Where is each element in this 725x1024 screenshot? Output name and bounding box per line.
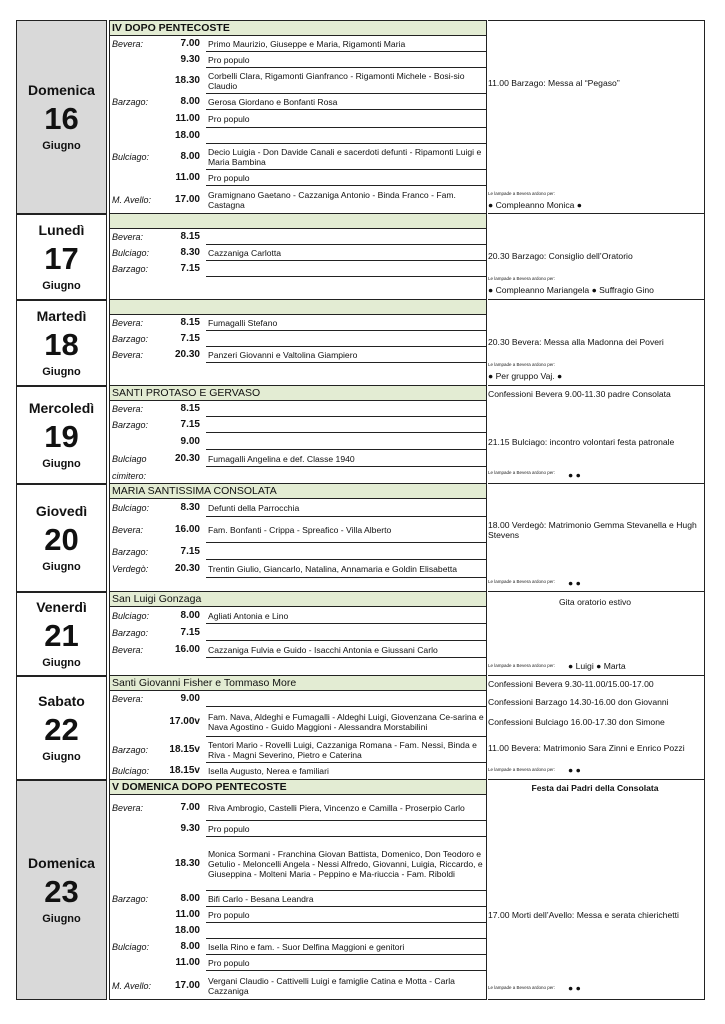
- mass-intention: Panzeri Giovanni e Valtolina Giampiero: [208, 350, 358, 360]
- lamp-caption: Le lampade a Bevera ardono per:: [488, 579, 556, 584]
- mass-row: [110, 36, 486, 52]
- weekday: Martedì: [36, 307, 87, 324]
- mass-time: 7.15: [180, 419, 200, 430]
- mass-place: M. Avello:: [112, 980, 152, 991]
- day-number: 19: [44, 418, 79, 454]
- date-cell: [16, 592, 107, 676]
- event-text: 20.30 Barzago: Consiglio dell’Oratorio: [488, 251, 633, 261]
- weekday: Mercoledì: [28, 399, 95, 416]
- lamp-list: ● ●: [568, 983, 581, 993]
- mass-row: [110, 955, 486, 971]
- mass-row: [110, 821, 486, 837]
- event-text: Confessioni Barzago 14.30-16.00 don Giovanni: [488, 697, 669, 707]
- events-cell: [488, 592, 705, 676]
- mass-row: [110, 691, 486, 707]
- masses-cell: [109, 676, 487, 780]
- mass-row: [110, 939, 486, 955]
- event-text: 20.30 Bevera: Messa alla Madonna dei Poveri: [488, 337, 664, 347]
- mass-intention: Fam. Nava, Aldeghi e Fumagalli - Aldeghi Luigi, Giovenzana Ce-sarina e Nava Agostino - Guido Maggioni - Alessandra Morstabilini: [208, 712, 484, 732]
- day-block: [16, 592, 705, 676]
- lamp-list: ● ●: [568, 578, 581, 588]
- mass-place: Bevera:: [112, 803, 144, 813]
- day-number: 16: [44, 100, 79, 136]
- mass-intention: Trentin Giulio, Giancarlo, Natalina, Annamaria e Goldin Elisabetta: [208, 564, 458, 574]
- month: Giugno: [42, 750, 81, 763]
- mass-row: [110, 795, 486, 821]
- mass-time: 11.00: [175, 957, 200, 968]
- day-block: [16, 386, 705, 484]
- mass-row: [110, 110, 486, 128]
- mass-time: 18.00: [174, 925, 200, 936]
- mass-time: 18.30: [174, 858, 200, 869]
- mass-place: M. Avello:: [112, 195, 152, 205]
- mass-row: [110, 737, 486, 763]
- mass-row: [110, 837, 486, 891]
- mass-place: Barzago:: [112, 546, 149, 557]
- day-block: [16, 214, 705, 300]
- lamp-list: ● Compleanno Mariangela ● Suffragio Gino: [488, 285, 654, 295]
- events-cell: [488, 676, 705, 780]
- date-cell: [16, 484, 107, 592]
- event-text: Festa dai Padri della Consolata: [531, 783, 659, 793]
- mass-intention: Gramignano Gaetano - Cazzaniga Antonio - Binda Franco - Fam. Castagna: [208, 190, 456, 210]
- mass-intention: Defunti della Parrocchia: [208, 503, 300, 513]
- mass-time: 7.15: [180, 545, 200, 557]
- mass-place: Bulciago:: [112, 610, 150, 621]
- mass-row: [110, 128, 486, 144]
- mass-row: [110, 467, 486, 484]
- mass-row: [110, 450, 486, 467]
- mass-time: 8.30: [180, 502, 200, 513]
- mass-row: [110, 560, 486, 578]
- mass-intention: Fumagalli Stefano: [208, 318, 278, 328]
- mass-time: 16.00: [174, 643, 200, 655]
- mass-intention: Cazzaniga Fulvia e Guido - Isacchi Antonia e Giussani Carlo: [208, 644, 438, 655]
- lamp-list: ● Luigi ● Marta: [568, 661, 626, 671]
- mass-time: 7.00: [180, 38, 200, 49]
- mass-row: [110, 94, 486, 110]
- mass-intention: Bifi Carlo - Besana Leandra: [208, 894, 314, 904]
- date-cell: [16, 300, 107, 386]
- day-block: [16, 484, 705, 592]
- mass-place: Barzago:: [112, 334, 149, 344]
- lamp-caption: Le lampade a Bevera ardono per:: [488, 276, 556, 281]
- mass-intention: Monica Sormani - Franchina Giovan Battista, Domenico, Don Teodoro e Getulio - Meloncelli Angela - Nessi Alfredo, Giovanni, Luigia, Riccardo, e Giuseppina - Molteni Maria - Peppino e Ma-riuccia - Fam. Riboldi: [208, 849, 483, 879]
- events-cell: [488, 20, 705, 214]
- mass-time: 9.00: [180, 693, 200, 704]
- mass-row: [110, 658, 486, 675]
- day-block: [16, 676, 705, 780]
- mass-row: [110, 624, 486, 641]
- mass-row: [110, 347, 486, 363]
- mass-time: 16.00: [174, 524, 200, 535]
- mass-place: Bevera:: [112, 232, 144, 242]
- masses-cell: [109, 780, 487, 1000]
- event-text: 11.00 Barzago: Messa al “Pegaso”: [488, 78, 620, 88]
- date-cell: [16, 214, 107, 300]
- mass-row: [110, 763, 486, 779]
- mass-row: [110, 401, 486, 417]
- lamp-list: ● ●: [568, 765, 581, 775]
- feast-title: SANTI PROTASO E GERVASO: [110, 386, 486, 401]
- date-cell: [16, 20, 107, 214]
- mass-time: 18.00: [174, 130, 200, 141]
- mass-place: Barzago:: [112, 745, 149, 755]
- lamp-caption: Le lampade a Bevera ardono per:: [488, 470, 556, 475]
- mass-row: [110, 170, 486, 186]
- mass-place: Bevera:: [112, 318, 144, 328]
- month: Giugno: [42, 560, 81, 573]
- mass-time: 11.00: [175, 172, 200, 183]
- lamp-list: ● Compleanno Monica ●: [488, 200, 582, 210]
- mass-place: Barzago:: [112, 420, 149, 430]
- mass-intention: Riva Ambrogio, Castelli Piera, Vincenzo e Camilla - Proserpio Carlo: [208, 803, 465, 813]
- mass-intention: Pro populo: [208, 114, 250, 124]
- masses-cell: [109, 214, 487, 300]
- weekday: Sabato: [38, 692, 85, 709]
- event-text: 17.00 Morti dell’Avello: Messa e serata chierichetti: [488, 910, 679, 920]
- event-text: 11.00 Bevera: Matrimonio Sara Zinni e Enrico Pozzi: [488, 743, 685, 753]
- mass-place: cimitero:: [112, 470, 147, 481]
- feast-title: San Luigi Gonzaga: [110, 592, 486, 607]
- month: Giugno: [42, 139, 81, 152]
- mass-intention: Gerosa Giordano e Bonfanti Rosa: [208, 97, 338, 107]
- mass-intention: Primo Maurizio, Giuseppe e Maria, Rigamonti Maria: [208, 39, 406, 49]
- events-cell: [488, 386, 705, 484]
- mass-row: [110, 261, 486, 277]
- mass-time: 11.00: [175, 909, 200, 920]
- mass-row: [110, 971, 486, 1000]
- event-text: Confessioni Bevera 9.00-11.30 padre Consolata: [488, 389, 671, 399]
- mass-place: Barzago:: [112, 264, 149, 274]
- mass-time: 8.30: [180, 247, 200, 258]
- mass-time: 7.15: [180, 263, 200, 274]
- mass-row: [110, 331, 486, 347]
- mass-intention: Corbelli Clara, Rigamonti Gianfranco - Rigamonti Michele - Bosi-sio Claudio: [208, 71, 465, 91]
- feast-title: MARIA SANTISSIMA CONSOLATA: [110, 484, 486, 499]
- mass-place: Barzago:: [112, 894, 149, 904]
- lamp-caption: Le lampade a Bevera ardono per:: [488, 767, 556, 772]
- day-number: 22: [44, 711, 79, 747]
- feast-title: V DOMENICA DOPO PENTECOSTE: [110, 780, 486, 795]
- mass-time: 18.15v: [169, 744, 200, 755]
- mass-row: [110, 52, 486, 68]
- mass-intention: Agliati Antonia e Lino: [208, 610, 289, 621]
- mass-intention: Fam. Bonfanti - Crippa - Spreafico - Villa Alberto: [208, 525, 392, 535]
- masses-cell: [109, 386, 487, 484]
- mass-row: [110, 641, 486, 658]
- mass-time: 20.30: [174, 563, 200, 574]
- mass-row: [110, 245, 486, 261]
- mass-row: [110, 891, 486, 907]
- lamp-caption: Le lampade a Bevera ardono per:: [488, 191, 556, 196]
- mass-intention: Pro populo: [208, 824, 250, 834]
- mass-time: 20.30: [174, 349, 200, 360]
- mass-place: Bulciago:: [112, 766, 150, 776]
- mass-place: Bevera:: [112, 350, 144, 360]
- mass-time: 18.15v: [169, 765, 200, 776]
- feast-title: Santi Giovanni Fisher e Tommaso More: [110, 676, 486, 691]
- mass-time: 8.00: [180, 941, 200, 952]
- feast-title: [110, 300, 486, 315]
- masses-cell: [109, 484, 487, 592]
- mass-intention: Cazzaniga Carlotta: [208, 248, 282, 258]
- day-block: [16, 780, 705, 1000]
- mass-time: 8.00: [180, 151, 200, 162]
- events-cell: [488, 780, 705, 1000]
- feast-title: [110, 214, 486, 229]
- mass-intention: Fumagalli Angelina e def. Classe 1940: [208, 453, 355, 464]
- events-cell: [488, 300, 705, 386]
- month: Giugno: [42, 457, 81, 470]
- event-text: Confessioni Bulciago 16.00-17.30 don Simone: [488, 717, 665, 727]
- lamp-caption: Le lampade a Bevera ardono per:: [488, 985, 556, 990]
- day-number: 23: [44, 873, 79, 909]
- mass-time: 7.15: [180, 626, 200, 638]
- mass-row: [110, 499, 486, 517]
- mass-time: 11.00: [175, 113, 200, 124]
- date-cell: [16, 780, 107, 1000]
- mass-time: 9.00: [180, 435, 200, 447]
- mass-place: Verdegò:: [112, 564, 149, 574]
- event-text: 18.00 Verdegò: Matrimonio Gemma Stevanella e Hugh Stevens: [488, 520, 697, 540]
- mass-time: 8.15: [180, 231, 200, 242]
- mass-row: [110, 607, 486, 624]
- month: Giugno: [42, 365, 81, 378]
- mass-time: 9.30: [180, 54, 200, 65]
- day-number: 18: [44, 326, 79, 362]
- mass-place: Bevera:: [112, 39, 144, 49]
- mass-time: 8.00: [180, 609, 200, 621]
- lamp-list: ● Per gruppo Vaj. ●: [488, 371, 563, 381]
- mass-time: 17.00: [174, 194, 200, 205]
- events-cell: [488, 214, 705, 300]
- day-block: [16, 20, 705, 214]
- mass-row: [110, 144, 486, 170]
- weekday: Lunedì: [38, 221, 85, 238]
- mass-row: [110, 68, 486, 94]
- mass-time: 7.00: [180, 802, 200, 813]
- mass-intention: Tentori Mario - Rovelli Luigi, Cazzaniga Romana - Fam. Nessi, Binda e Riva - Magni Severino, Pietro e Caterina: [208, 740, 477, 760]
- mass-place: Bulciago:: [112, 942, 150, 952]
- mass-intention: Pro populo: [208, 173, 250, 183]
- mass-time: 8.15: [180, 317, 200, 328]
- mass-time: 20.30: [174, 452, 200, 464]
- mass-place: Barzago:: [112, 97, 149, 107]
- mass-time: 7.15: [180, 333, 200, 344]
- mass-intention: Isella Augusto, Nerea e familiari: [208, 766, 329, 776]
- mass-time: 8.15: [180, 403, 200, 414]
- mass-row: [110, 907, 486, 923]
- mass-row: [110, 517, 486, 543]
- masses-cell: [109, 592, 487, 676]
- mass-intention: Pro populo: [208, 958, 250, 968]
- event-text: Gita oratorio estivo: [558, 597, 632, 607]
- day-number: 21: [44, 617, 79, 653]
- mass-row: [110, 433, 486, 450]
- mass-row: [110, 543, 486, 560]
- day-number: 17: [44, 240, 79, 276]
- feast-title: IV DOPO PENTECOSTE: [110, 21, 486, 36]
- weekday: Domenica: [28, 854, 95, 871]
- mass-place: Bulciago:: [112, 248, 150, 258]
- mass-place: Bevera:: [112, 644, 144, 655]
- weekday: Domenica: [28, 81, 95, 98]
- mass-time: 18.30: [174, 75, 200, 86]
- weekday: Giovedì: [35, 502, 88, 519]
- mass-row: [110, 923, 486, 939]
- weekday: Venerdì: [36, 598, 87, 615]
- mass-row: [110, 315, 486, 331]
- month: Giugno: [42, 912, 81, 925]
- mass-place: Bevera:: [112, 694, 144, 704]
- mass-row: [110, 707, 486, 737]
- event-text: 21.15 Bulciago: incontro volontari festa patronale: [488, 437, 675, 447]
- lamp-list: ● ●: [568, 470, 581, 480]
- mass-intention: Isella Rino e fam. - Suor Delfina Maggioni e genitori: [208, 942, 405, 952]
- date-cell: [16, 386, 107, 484]
- mass-time: 17.00: [174, 979, 200, 991]
- mass-row: [110, 186, 486, 214]
- mass-place: Barzago:: [112, 627, 149, 638]
- month: Giugno: [42, 656, 81, 669]
- mass-intention: Pro populo: [208, 910, 250, 920]
- events-cell: [488, 484, 705, 592]
- mass-place: Bulciago:: [112, 503, 150, 513]
- month: Giugno: [42, 279, 81, 292]
- day-number: 20: [44, 521, 79, 557]
- mass-row: [110, 277, 486, 297]
- lamp-caption: Le lampade a Bevera ardono per:: [488, 663, 556, 668]
- mass-time: 17.00v: [169, 716, 200, 727]
- mass-intention: Pro populo: [208, 55, 250, 65]
- mass-place: Bulciago:: [112, 152, 150, 162]
- mass-time: 8.00: [180, 893, 200, 904]
- masses-cell: [109, 300, 487, 386]
- masses-cell: [109, 20, 487, 214]
- event-text: Confessioni Bevera 9.30-11.00/15.00-17.00: [488, 679, 654, 689]
- mass-time: 8.00: [180, 96, 200, 107]
- mass-row: [110, 363, 486, 383]
- mass-place: Bevera:: [112, 404, 144, 414]
- mass-place: Bulciago: [112, 453, 147, 464]
- lamp-caption: Le lampade a Bevera ardono per:: [488, 362, 556, 367]
- mass-intention: Vergani Claudio - Cattivelli Luigi e famiglie Catina e Motta - Carla Cazzaniga: [208, 975, 455, 996]
- mass-row: [110, 417, 486, 433]
- mass-time: 9.30: [180, 823, 200, 834]
- date-cell: [16, 676, 107, 780]
- day-block: [16, 300, 705, 386]
- mass-intention: Decio Luigia - Don Davide Canali e sacerdoti defunti - Ripamonti Luigi e Maria Bambina: [208, 147, 482, 167]
- mass-row: [110, 229, 486, 245]
- mass-place: Bevera:: [112, 525, 144, 535]
